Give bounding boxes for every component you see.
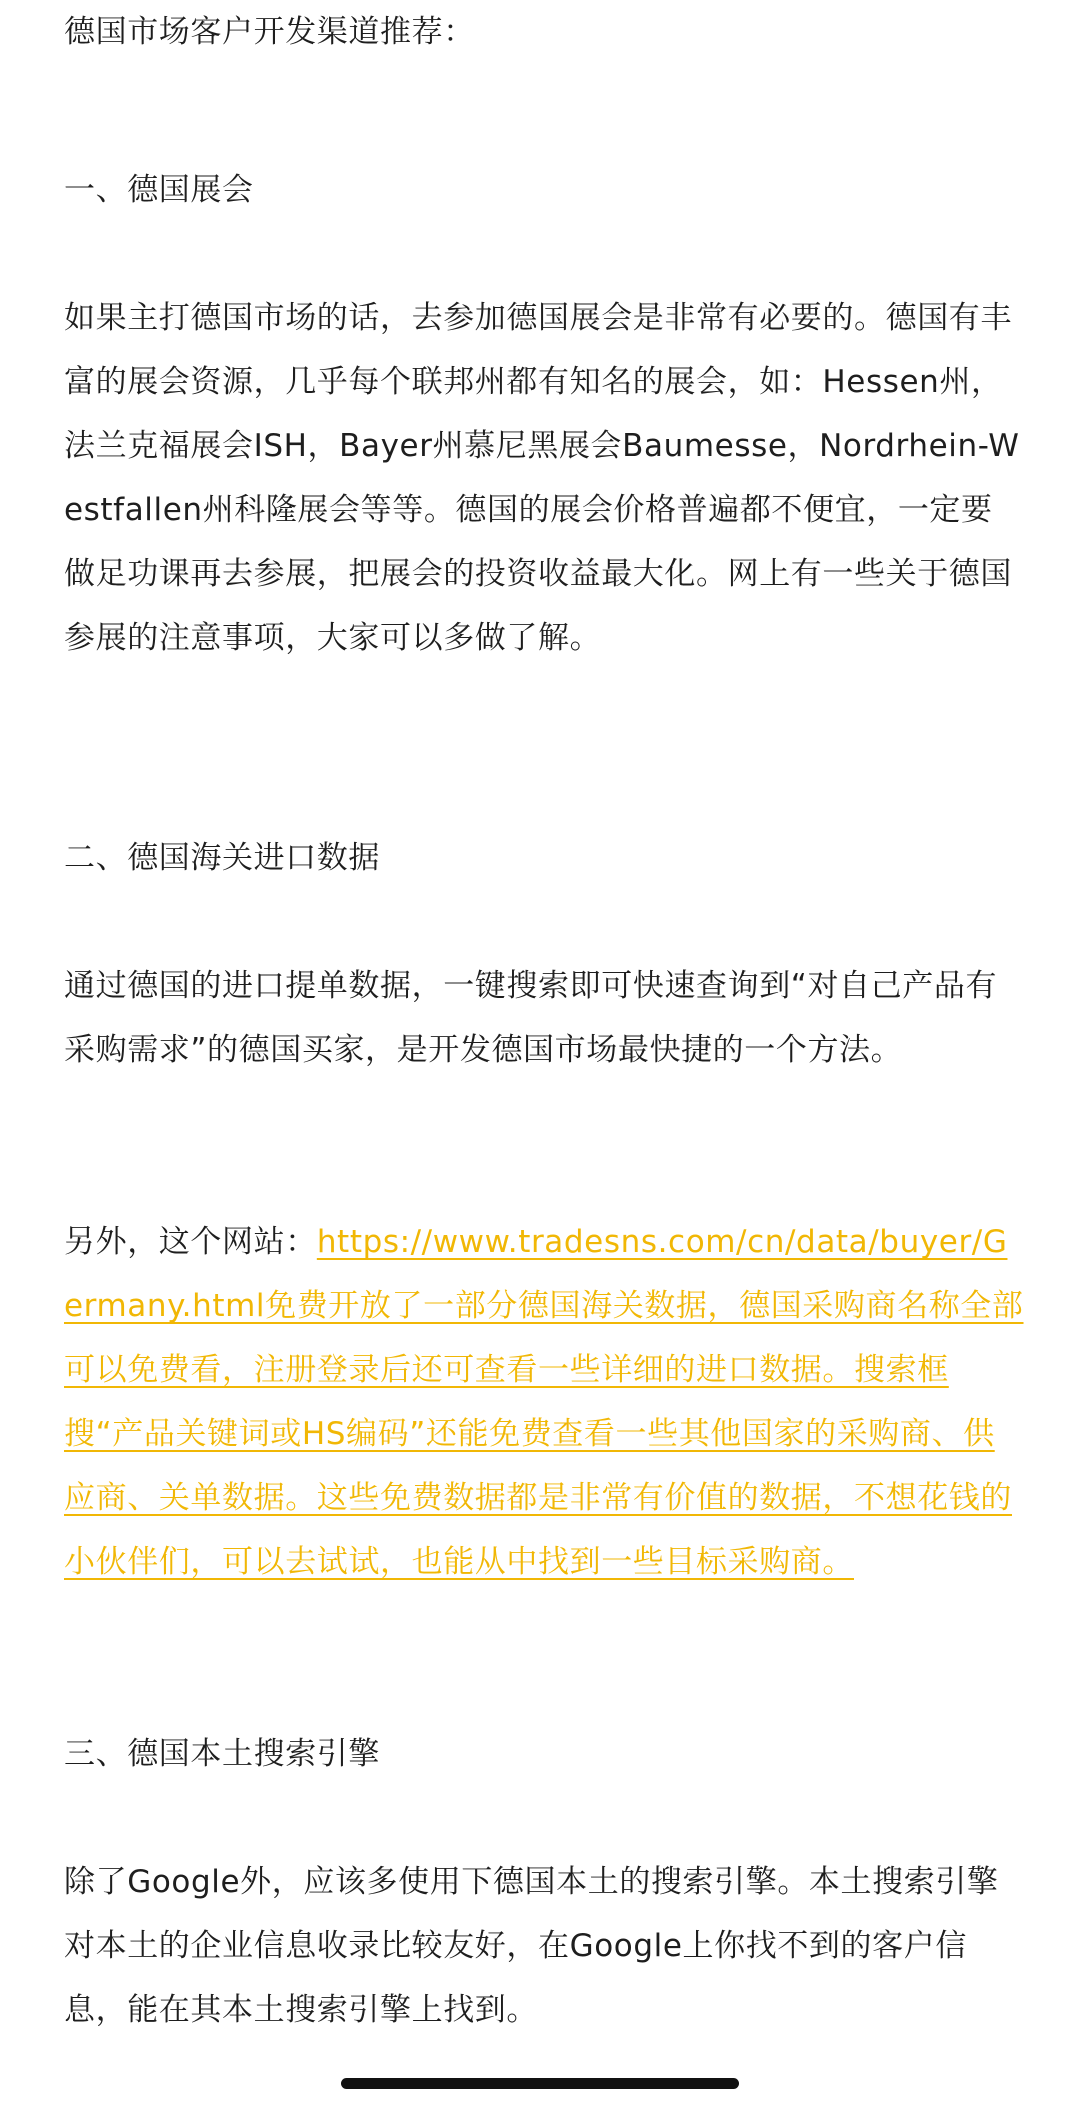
section-heading-customs-data: 二、德国海关进口数据 [64,840,380,876]
article-title: 德国市场客户开发渠道推荐： [64,14,475,50]
website-intro-text: 另外，这个网站： [64,1224,317,1260]
website-link[interactable]: https://www.tradesns.com/cn/data/buyer/Germany.html免费开放了一部分德国海关数据，德国采购商名称全部可以免费看，注册登录后还可查看一些详细的进口数据。搜索框搜“产品关键词或HS编码”还能免费查看一些其他国家的采购商、供应商、关单数据。这些免费数据都是非常有价值的数据，不想花钱的小伙伴们，可以去试试，也能从中找到一些目标采购商。 [64,1224,1024,1580]
section-heading-trade-fairs: 一、德国展会 [64,172,254,208]
section-heading-search-engines: 三、德国本土搜索引擎 [64,1736,380,1772]
website-paragraph [64,1210,1024,1594]
section-body-customs-data: 通过德国的进口提单数据，一键搜索即可快速查询到“对自己产品有采购需求”的德国买家，是开发德国市场最快捷的一个方法。 [64,968,998,1068]
section-body-search-engines: 除了Google外，应该多使用下德国本土的搜索引擎。本土搜索引擎对本土的企业信息收录比较友好，在Google上你找不到的客户信息，能在其本土搜索引擎上找到。 [64,1864,999,2028]
home-indicator-bar[interactable] [341,2078,739,2089]
section-body-trade-fairs: 如果主打德国市场的话，去参加德国展会是非常有必要的。德国有丰富的展会资源，几乎每个联邦州都有知名的展会，如：Hessen州，法兰克福展会ISH，Bayer州慕尼黑展会Baumesse，Nordrhein-Westfallen州科隆展会等等。德国的展会价格普遍都不便宜，一定要做足功课再去参展，把展会的投资收益最大化。网上有一些关于德国参展的注意事项，大家可以多做了解。 [64,300,1020,656]
